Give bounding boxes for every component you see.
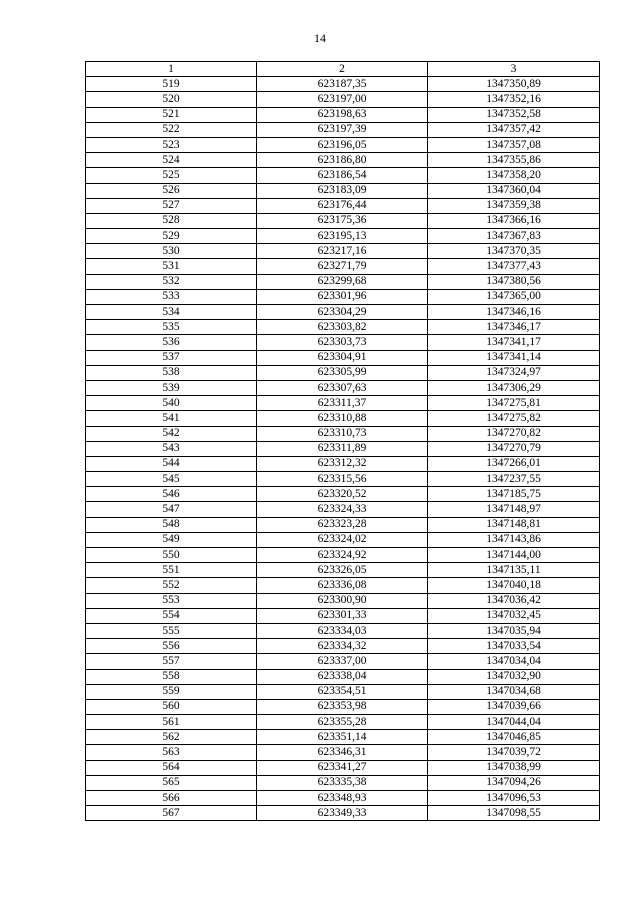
x-coordinate-cell: 623336,08 [257,578,428,593]
x-coordinate-cell: 623311,37 [257,396,428,411]
point-number-cell: 534 [86,305,257,320]
column-header: 1 [86,62,257,77]
y-coordinate-cell: 1347341,14 [428,350,600,365]
point-number-cell: 563 [86,745,257,760]
y-coordinate-cell: 1347306,29 [428,380,600,395]
x-coordinate-cell: 623354,51 [257,684,428,699]
y-coordinate-cell: 1347144,00 [428,548,600,563]
table-row [86,593,600,608]
point-number-cell: 549 [86,532,257,547]
point-number-cell: 526 [86,183,257,198]
coordinates-table [85,61,600,821]
table-row [86,335,600,350]
x-coordinate-cell: 623351,14 [257,730,428,745]
table-header-row [86,62,600,77]
table-row [86,411,600,426]
y-coordinate-cell: 1347036,42 [428,593,600,608]
x-coordinate-cell: 623348,93 [257,791,428,806]
table-row [86,244,600,259]
point-number-cell: 546 [86,487,257,502]
x-coordinate-cell: 623299,68 [257,274,428,289]
y-coordinate-cell: 1347046,85 [428,730,600,745]
x-coordinate-cell: 623197,39 [257,122,428,137]
table-row [86,745,600,760]
table-row [86,183,600,198]
x-coordinate-cell: 623341,27 [257,760,428,775]
point-number-cell: 520 [86,92,257,107]
y-coordinate-cell: 1347148,81 [428,517,600,532]
x-coordinate-cell: 623301,96 [257,289,428,304]
x-coordinate-cell: 623310,88 [257,411,428,426]
point-number-cell: 525 [86,168,257,183]
point-number-cell: 554 [86,608,257,623]
y-coordinate-cell: 1347094,26 [428,775,600,790]
table-row [86,198,600,213]
table-row [86,517,600,532]
x-coordinate-cell: 623346,31 [257,745,428,760]
point-number-cell: 562 [86,730,257,745]
y-coordinate-cell: 1347275,81 [428,396,600,411]
table-row [86,396,600,411]
table-row [86,456,600,471]
table-row [86,274,600,289]
point-number-cell: 559 [86,684,257,699]
x-coordinate-cell: 623334,32 [257,639,428,654]
point-number-cell: 561 [86,715,257,730]
table-row [86,715,600,730]
point-number-cell: 542 [86,426,257,441]
point-number-cell: 521 [86,107,257,122]
point-number-cell: 552 [86,578,257,593]
x-coordinate-cell: 623324,92 [257,548,428,563]
y-coordinate-cell: 1347324,97 [428,365,600,380]
x-coordinate-cell: 623186,80 [257,153,428,168]
point-number-cell: 533 [86,289,257,304]
y-coordinate-cell: 1347266,01 [428,456,600,471]
point-number-cell: 560 [86,699,257,714]
point-number-cell: 545 [86,472,257,487]
y-coordinate-cell: 1347143,86 [428,532,600,547]
table-row [86,487,600,502]
point-number-cell: 535 [86,320,257,335]
x-coordinate-cell: 623217,16 [257,244,428,259]
x-coordinate-cell: 623300,90 [257,593,428,608]
y-coordinate-cell: 1347135,11 [428,563,600,578]
x-coordinate-cell: 623353,98 [257,699,428,714]
x-coordinate-cell: 623324,33 [257,502,428,517]
y-coordinate-cell: 1347357,08 [428,137,600,152]
point-number-cell: 555 [86,623,257,638]
point-number-cell: 536 [86,335,257,350]
table-row [86,137,600,152]
y-coordinate-cell: 1347350,89 [428,77,600,92]
x-coordinate-cell: 623271,79 [257,259,428,274]
table-row [86,730,600,745]
x-coordinate-cell: 623305,99 [257,365,428,380]
x-coordinate-cell: 623301,33 [257,608,428,623]
x-coordinate-cell: 623334,03 [257,623,428,638]
y-coordinate-cell: 1347098,55 [428,806,600,821]
point-number-cell: 556 [86,639,257,654]
table-row [86,153,600,168]
y-coordinate-cell: 1347237,55 [428,472,600,487]
table-row [86,77,600,92]
y-coordinate-cell: 1347275,82 [428,411,600,426]
y-coordinate-cell: 1347034,04 [428,654,600,669]
x-coordinate-cell: 623315,56 [257,472,428,487]
y-coordinate-cell: 1347185,75 [428,487,600,502]
table-row [86,168,600,183]
x-coordinate-cell: 623175,36 [257,213,428,228]
y-coordinate-cell: 1347033,54 [428,639,600,654]
table-row [86,654,600,669]
point-number-cell: 541 [86,411,257,426]
column-header: 2 [257,62,428,77]
y-coordinate-cell: 1347370,35 [428,244,600,259]
x-coordinate-cell: 623304,91 [257,350,428,365]
x-coordinate-cell: 623307,63 [257,380,428,395]
y-coordinate-cell: 1347039,72 [428,745,600,760]
table-row [86,608,600,623]
table-row [86,320,600,335]
table-row [86,441,600,456]
point-number-cell: 564 [86,760,257,775]
table-row [86,213,600,228]
point-number-cell: 538 [86,365,257,380]
table-row [86,472,600,487]
y-coordinate-cell: 1347270,82 [428,426,600,441]
y-coordinate-cell: 1347038,99 [428,760,600,775]
y-coordinate-cell: 1347367,83 [428,229,600,244]
y-coordinate-cell: 1347377,43 [428,259,600,274]
y-coordinate-cell: 1347096,53 [428,791,600,806]
table-row [86,380,600,395]
y-coordinate-cell: 1347039,66 [428,699,600,714]
y-coordinate-cell: 1347032,45 [428,608,600,623]
y-coordinate-cell: 1347366,16 [428,213,600,228]
table-row [86,623,600,638]
point-number-cell: 530 [86,244,257,259]
point-number-cell: 539 [86,380,257,395]
x-coordinate-cell: 623304,29 [257,305,428,320]
point-number-cell: 558 [86,669,257,684]
y-coordinate-cell: 1347346,16 [428,305,600,320]
table-row [86,229,600,244]
y-coordinate-cell: 1347040,18 [428,578,600,593]
x-coordinate-cell: 623198,63 [257,107,428,122]
x-coordinate-cell: 623337,00 [257,654,428,669]
table-row [86,92,600,107]
y-coordinate-cell: 1347380,56 [428,274,600,289]
point-number-cell: 557 [86,654,257,669]
table-row [86,259,600,274]
table-row [86,578,600,593]
point-number-cell: 565 [86,775,257,790]
y-coordinate-cell: 1347270,79 [428,441,600,456]
point-number-cell: 540 [86,396,257,411]
table-body [86,77,600,821]
x-coordinate-cell: 623195,13 [257,229,428,244]
x-coordinate-cell: 623303,82 [257,320,428,335]
table-row [86,426,600,441]
point-number-cell: 567 [86,806,257,821]
table-row [86,365,600,380]
point-number-cell: 566 [86,791,257,806]
x-coordinate-cell: 623312,32 [257,456,428,471]
table-row [86,305,600,320]
table-row [86,563,600,578]
table-row [86,548,600,563]
x-coordinate-cell: 623355,28 [257,715,428,730]
x-coordinate-cell: 623323,28 [257,517,428,532]
point-number-cell: 532 [86,274,257,289]
table-row [86,107,600,122]
y-coordinate-cell: 1347352,58 [428,107,600,122]
page-number: 14 [314,31,326,45]
point-number-cell: 547 [86,502,257,517]
point-number-cell: 523 [86,137,257,152]
x-coordinate-cell: 623324,02 [257,532,428,547]
x-coordinate-cell: 623335,38 [257,775,428,790]
column-header: 3 [428,62,600,77]
table-row [86,289,600,304]
x-coordinate-cell: 623349,33 [257,806,428,821]
point-number-cell: 543 [86,441,257,456]
table-row [86,684,600,699]
y-coordinate-cell: 1347352,16 [428,92,600,107]
y-coordinate-cell: 1347148,97 [428,502,600,517]
table-row [86,532,600,547]
y-coordinate-cell: 1347035,94 [428,623,600,638]
y-coordinate-cell: 1347032,90 [428,669,600,684]
y-coordinate-cell: 1347346,17 [428,320,600,335]
point-number-cell: 544 [86,456,257,471]
point-number-cell: 527 [86,198,257,213]
x-coordinate-cell: 623186,54 [257,168,428,183]
x-coordinate-cell: 623310,73 [257,426,428,441]
x-coordinate-cell: 623338,04 [257,669,428,684]
table-row [86,350,600,365]
point-number-cell: 522 [86,122,257,137]
x-coordinate-cell: 623187,35 [257,77,428,92]
y-coordinate-cell: 1347355,86 [428,153,600,168]
y-coordinate-cell: 1347357,42 [428,122,600,137]
y-coordinate-cell: 1347034,68 [428,684,600,699]
table-row [86,669,600,684]
x-coordinate-cell: 623197,00 [257,92,428,107]
table-row [86,791,600,806]
point-number-cell: 528 [86,213,257,228]
y-coordinate-cell: 1347358,20 [428,168,600,183]
x-coordinate-cell: 623183,09 [257,183,428,198]
point-number-cell: 553 [86,593,257,608]
x-coordinate-cell: 623196,05 [257,137,428,152]
point-number-cell: 548 [86,517,257,532]
point-number-cell: 550 [86,548,257,563]
point-number-cell: 551 [86,563,257,578]
point-number-cell: 537 [86,350,257,365]
point-number-cell: 531 [86,259,257,274]
table-row [86,502,600,517]
table-row [86,775,600,790]
y-coordinate-cell: 1347044,04 [428,715,600,730]
table-row [86,639,600,654]
table-row [86,806,600,821]
y-coordinate-cell: 1347360,04 [428,183,600,198]
x-coordinate-cell: 623176,44 [257,198,428,213]
x-coordinate-cell: 623303,73 [257,335,428,350]
x-coordinate-cell: 623320,52 [257,487,428,502]
y-coordinate-cell: 1347341,17 [428,335,600,350]
table-row [86,122,600,137]
point-number-cell: 524 [86,153,257,168]
y-coordinate-cell: 1347365,00 [428,289,600,304]
x-coordinate-cell: 623326,05 [257,563,428,578]
x-coordinate-cell: 623311,89 [257,441,428,456]
y-coordinate-cell: 1347359,38 [428,198,600,213]
table-row [86,760,600,775]
table-row [86,699,600,714]
point-number-cell: 519 [86,77,257,92]
point-number-cell: 529 [86,229,257,244]
